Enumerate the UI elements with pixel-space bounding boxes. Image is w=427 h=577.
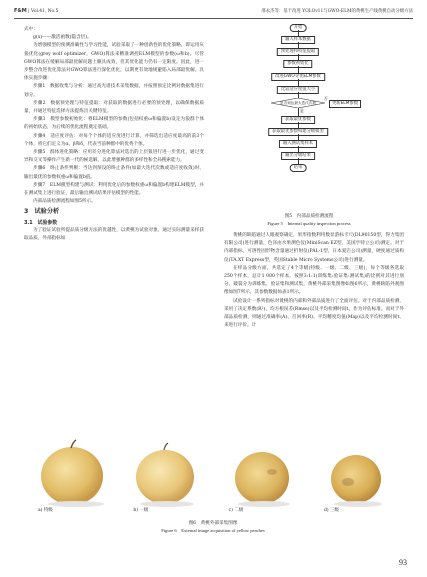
paragraph: 黄桃的缺陷通过人眼观察确定，果形指数利用数显游标卡尺(DL90150型，得力集团有限公司)进行测量，色泽由水果测色仪(MiniScan EZ型，美国亨特立公司)测定。对于内部指标，可溶性固形物含量通过折射仪(PAL-1型，日本爱宕公司)测量，硬度通过质构仪(TA.XT Express型，英国Stable Micro Systems公司)进行测量。 [224, 233, 404, 263]
peach-photo-grade-special [24, 432, 116, 515]
journal-volume: Vol.41, No.5 [31, 9, 59, 14]
paragraph: 为了验证试验所提品质分级方法的优越性，以黄桃为试验对象，通过实际测量采样获取品质，外部指标如 [24, 227, 204, 242]
flow-gwo-optimize: 改进GWO寻优ELM参数 [271, 73, 325, 81]
figure-6-caption-en: Figure 6 External image acquisition of yellow peaches [161, 528, 265, 533]
flow-end: 结束 [290, 164, 307, 172]
peach-photo-grade-3 [310, 432, 402, 515]
photo-label: a) 特级 [38, 508, 53, 513]
figure-5-caption-cn: 图5 内部品质检测流程 [284, 214, 334, 219]
flow-input-test: 输入测试集样本 [279, 140, 317, 148]
running-header: F&M | Vol.41, No.5 邢永杰等：基于改进 YOLOv11与GWO-ELM的黄桃生产线黄桃自动分级方法 [14, 8, 413, 19]
flow-arrow [298, 79, 299, 86]
flow-output-result: 输出分级结果 [281, 152, 315, 160]
left-column [24, 26, 204, 243]
peach-photo-grade-2 [215, 432, 307, 515]
paragraph: 式中： [24, 27, 38, 32]
figure-5-caption [214, 213, 404, 227]
step-5: 步骤5 群体进化策略：应用差分进化算法对选出的上层狼进行进一步优化，通过变异和交叉等操作产生新一代的候选解，以此增强种群的多样性和全局搜索能力。 [24, 150, 204, 164]
flow-preprocess: 预处理和特征提取 [277, 48, 319, 56]
flow-update-elm: 更新ELM参数 [329, 100, 361, 108]
photo-label: c) 二级 [228, 508, 244, 513]
section-heading: 3 试验分析 [24, 208, 60, 216]
flow-arrow [298, 66, 299, 73]
paragraph: 内部品质检测流程如图5所示。 [33, 199, 96, 205]
paragraph: 在样品分级方面，共选定了4个等级(特级、一级、二级、三级)，每个等级各选取250个样本，总计1 000个样本。按照3:1:1(训练集:验证集:测试集)的比例对其进行划分，破裂分为训练集、验证集和测试集，黄桃外部采集图像如图6所示，黄桃缺陷外观图像如图7所示，其参数数据如表1所示。 [224, 265, 404, 296]
peach-photo-grade-1 [119, 432, 211, 515]
flow-best-params: 获取最优参数 [281, 116, 315, 124]
peach-image [119, 432, 211, 508]
flow-arrow [298, 108, 299, 116]
step-4: 步骤4 适应度评估：对每个个体的适应度进行计算，并筛选出适应度最高的前3个个体，将它们定义为α、β和δ，代表当前种群中的优秀个体。 [24, 133, 204, 147]
peach-image [24, 432, 116, 508]
peach-image [310, 432, 402, 508]
flow-compare-fitness: 比较适应度值大小 [277, 86, 319, 94]
step-6: 步骤6 终止条件判断：当达到预设的终止条件(如最大迭代次数或适应度收敛)时，输出最优的参数权重ω和偏置b值。 [24, 166, 204, 180]
step-7: 步骤7 ELM模型构建与测试：利用优化后的参数权重ω和偏置b构建ELM模型，并在测试集上进行验证，最后输出测试结果评估模型的性能。 [24, 182, 204, 197]
paragraph: g(x)——激活函数(隐含层)。 [33, 35, 92, 41]
right-column [224, 232, 404, 330]
flow-param-init: 参数初始化 [283, 60, 312, 68]
flow-build-model: 获取最优参数构建分级模型 [268, 128, 328, 136]
flow-start: 开始 [290, 24, 307, 32]
step-3: 步骤3 模型参数初始化：将ELM模型的参数(包括权重ω和偏置b)设定为狼群个体的初始状态，为后续的优化流程奠定基础。 [24, 117, 204, 131]
flow-yes-label: 是 [300, 108, 304, 113]
article-title-header: 邢永杰等：基于改进 YOLOv11与GWO-ELM的黄桃生产线黄桃自动分级方法 [261, 9, 413, 14]
step-2: 步骤2 数据预处理与特征提取：对获取的数据进行必要的预处理，以确保数据质量，并通过特征选择方法提炼出关键特征。 [24, 100, 204, 115]
flow-no-label: 否 [324, 96, 328, 101]
subsection-heading: 3.1 试验参数 [24, 219, 58, 226]
paragraph: 为增强模型的预测准确性与学习性能，试验采取了一种创新性的优化策略，即运用灰狼优化(grey wolf optimizer，GWO)算法来精准调控ELM模型的参数(ω和b)。尽管GWO算法在缓解局部最优解问题上颇具成效，但其优化能力仍有一定限度。因此，进一步整合改进优化算法对GWO算法进行深化优化，以期更有效地规避陷入局部最优解。具体实施步骤： [24, 43, 204, 82]
flowchart-figure-5 [244, 24, 359, 222]
journal-logo: F&M [14, 8, 27, 14]
flow-decision-label: 是否到达最大迭代次数 [280, 101, 316, 105]
photo-label: b) 一级 [133, 508, 149, 513]
figure-6-photos [24, 432, 402, 515]
paragraph: 试验设计一系列指标对黄桃的内部和外部品质进行了全面评估。对于内部品质检测，采用了决定系数(R²)、均方根误差(Rmse)以及平均检测时间t，作为评估标准。而对于外部品质检测，则通过准确率(A)、召回率(R)、平均精度均值(Map)以及平均检测时间t，来进行评价。计 [224, 298, 404, 329]
page-number: 93 [399, 558, 407, 567]
flow-input-samples: 输入样本数据 [281, 36, 315, 44]
figure-5-caption-en: Figure 5 Internal quality inspection process [267, 221, 351, 226]
photo-label: d) 三级 [323, 508, 340, 513]
peach-image [215, 432, 307, 508]
figure-6-caption-cn: 图6 黄桃外部采集图像 [188, 521, 238, 526]
figure-6-caption [24, 520, 402, 534]
step-1: 步骤1 数据收集与分析：通过高光谱技术采集数据，并按照预定比例对数据集进行划分。 [24, 84, 204, 98]
